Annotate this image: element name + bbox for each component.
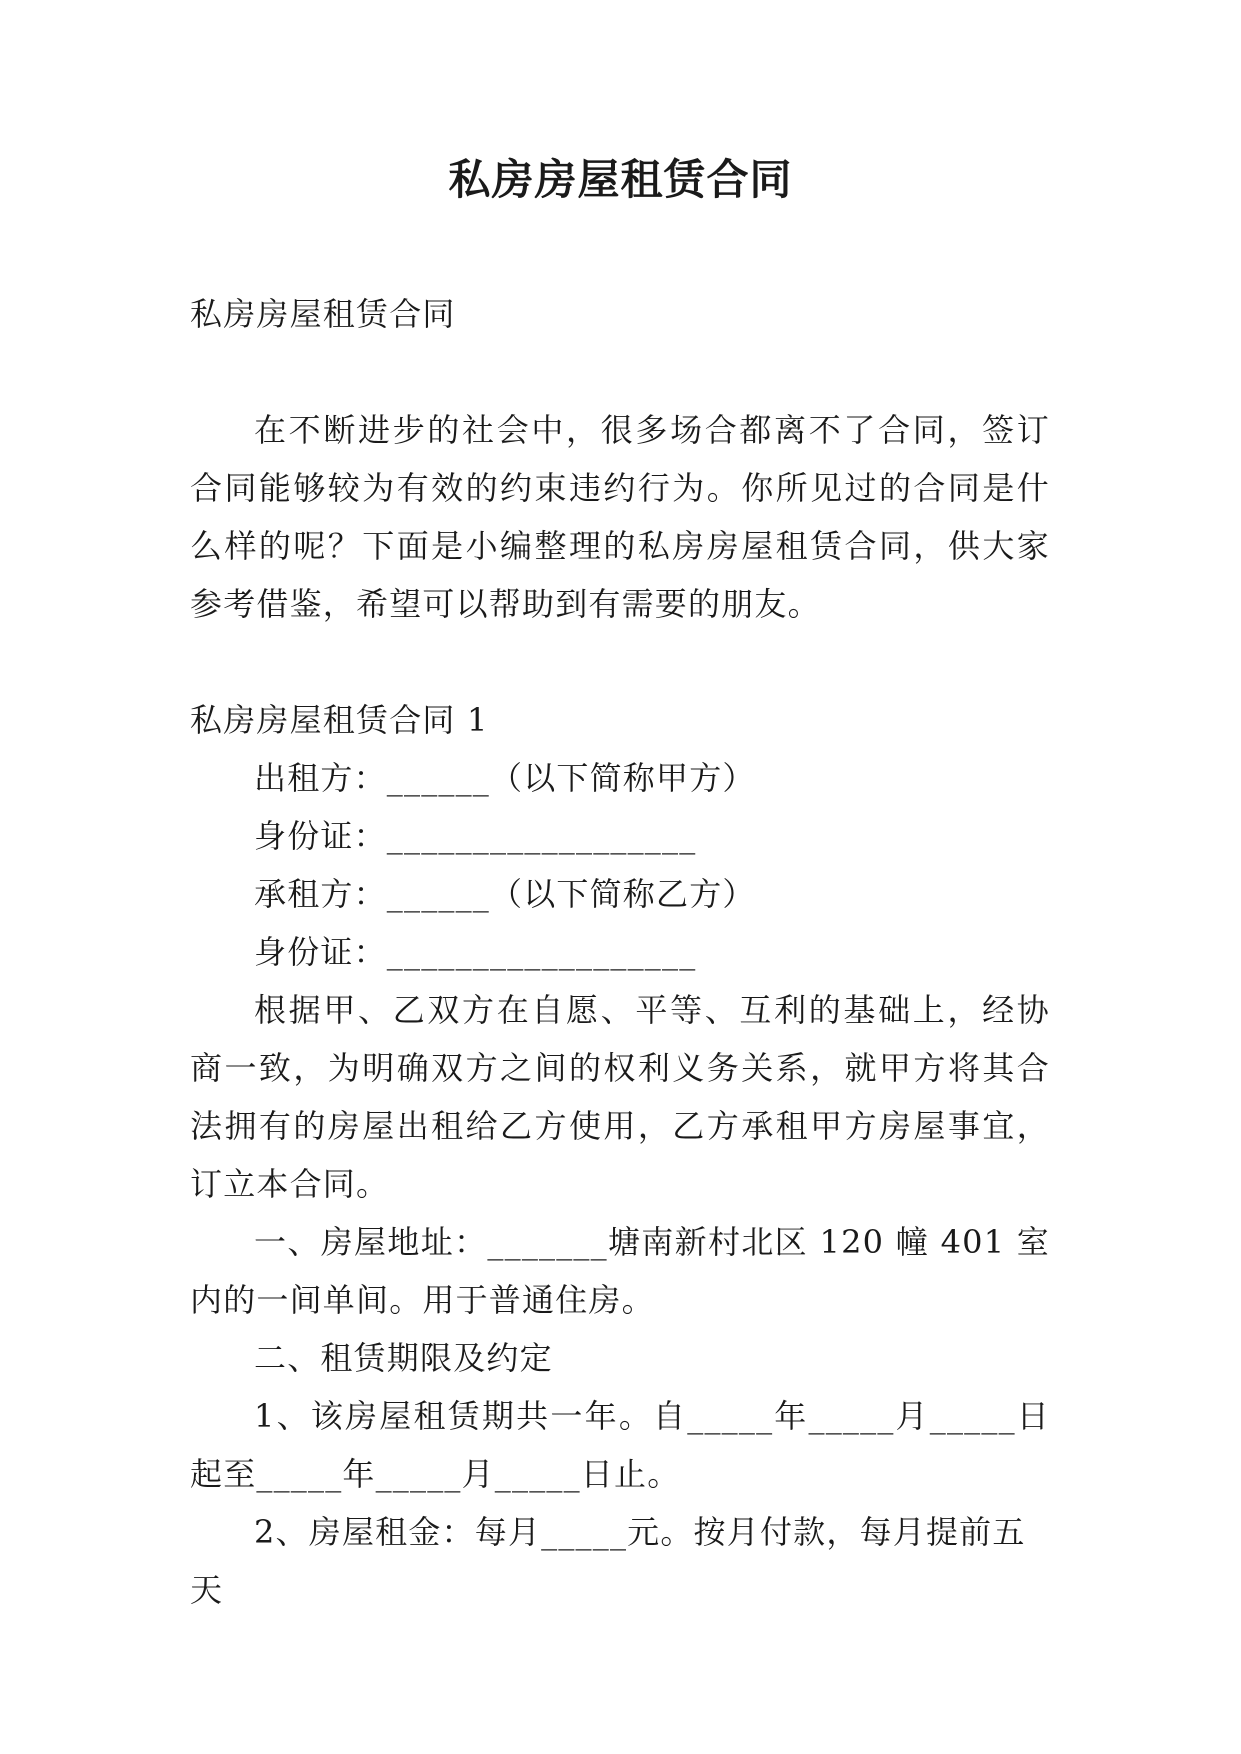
document-title: 私房房屋租赁合同 [448, 155, 793, 204]
clause-2-2-paragraph: 2、房屋租金：每月_____元。按月付款，每月提前五天 [190, 1513, 1026, 1609]
party-b-line: 承租方：______（以下简称乙方） [254, 875, 756, 913]
preamble-paragraph: 根据甲、乙双方在自愿、平等、互利的基础上，经协商一致，为明确双方之间的权利义务关系，就甲方将其合法拥有的房屋出租给乙方使用，乙方承租甲方房屋事宜，订立本合同。 [190, 991, 1050, 1203]
clause-1-paragraph: 一、房屋地址：_______塘南新村北区 120 幢 401 室内的一间单间。用于普通住房。 [190, 1223, 1050, 1319]
party-a-line: 出租方：______（以下简称甲方） [254, 759, 756, 797]
party-a-id-line: 身份证：__________________ [254, 817, 697, 855]
section-heading: 私房房屋租赁合同 1 [190, 701, 489, 739]
party-b-id-line: 身份证：__________________ [254, 933, 697, 971]
clause-2-1-paragraph: 1、该房屋租赁期共一年。自_____年_____月_____日起至_____年_____月_____日止。 [190, 1397, 1050, 1493]
document-subtitle: 私房房屋租赁合同 [190, 295, 456, 333]
clause-2-heading: 二、租赁期限及约定 [254, 1339, 553, 1377]
intro-paragraph: 在不断进步的社会中，很多场合都离不了合同，签订合同能够较为有效的约束违约行为。你所见过的合同是什么样的呢？下面是小编整理的私房房屋租赁合同，供大家参考借鉴，希望可以帮助到有需要的朋友。 [190, 411, 1050, 623]
document-body [190, 285, 1050, 1619]
